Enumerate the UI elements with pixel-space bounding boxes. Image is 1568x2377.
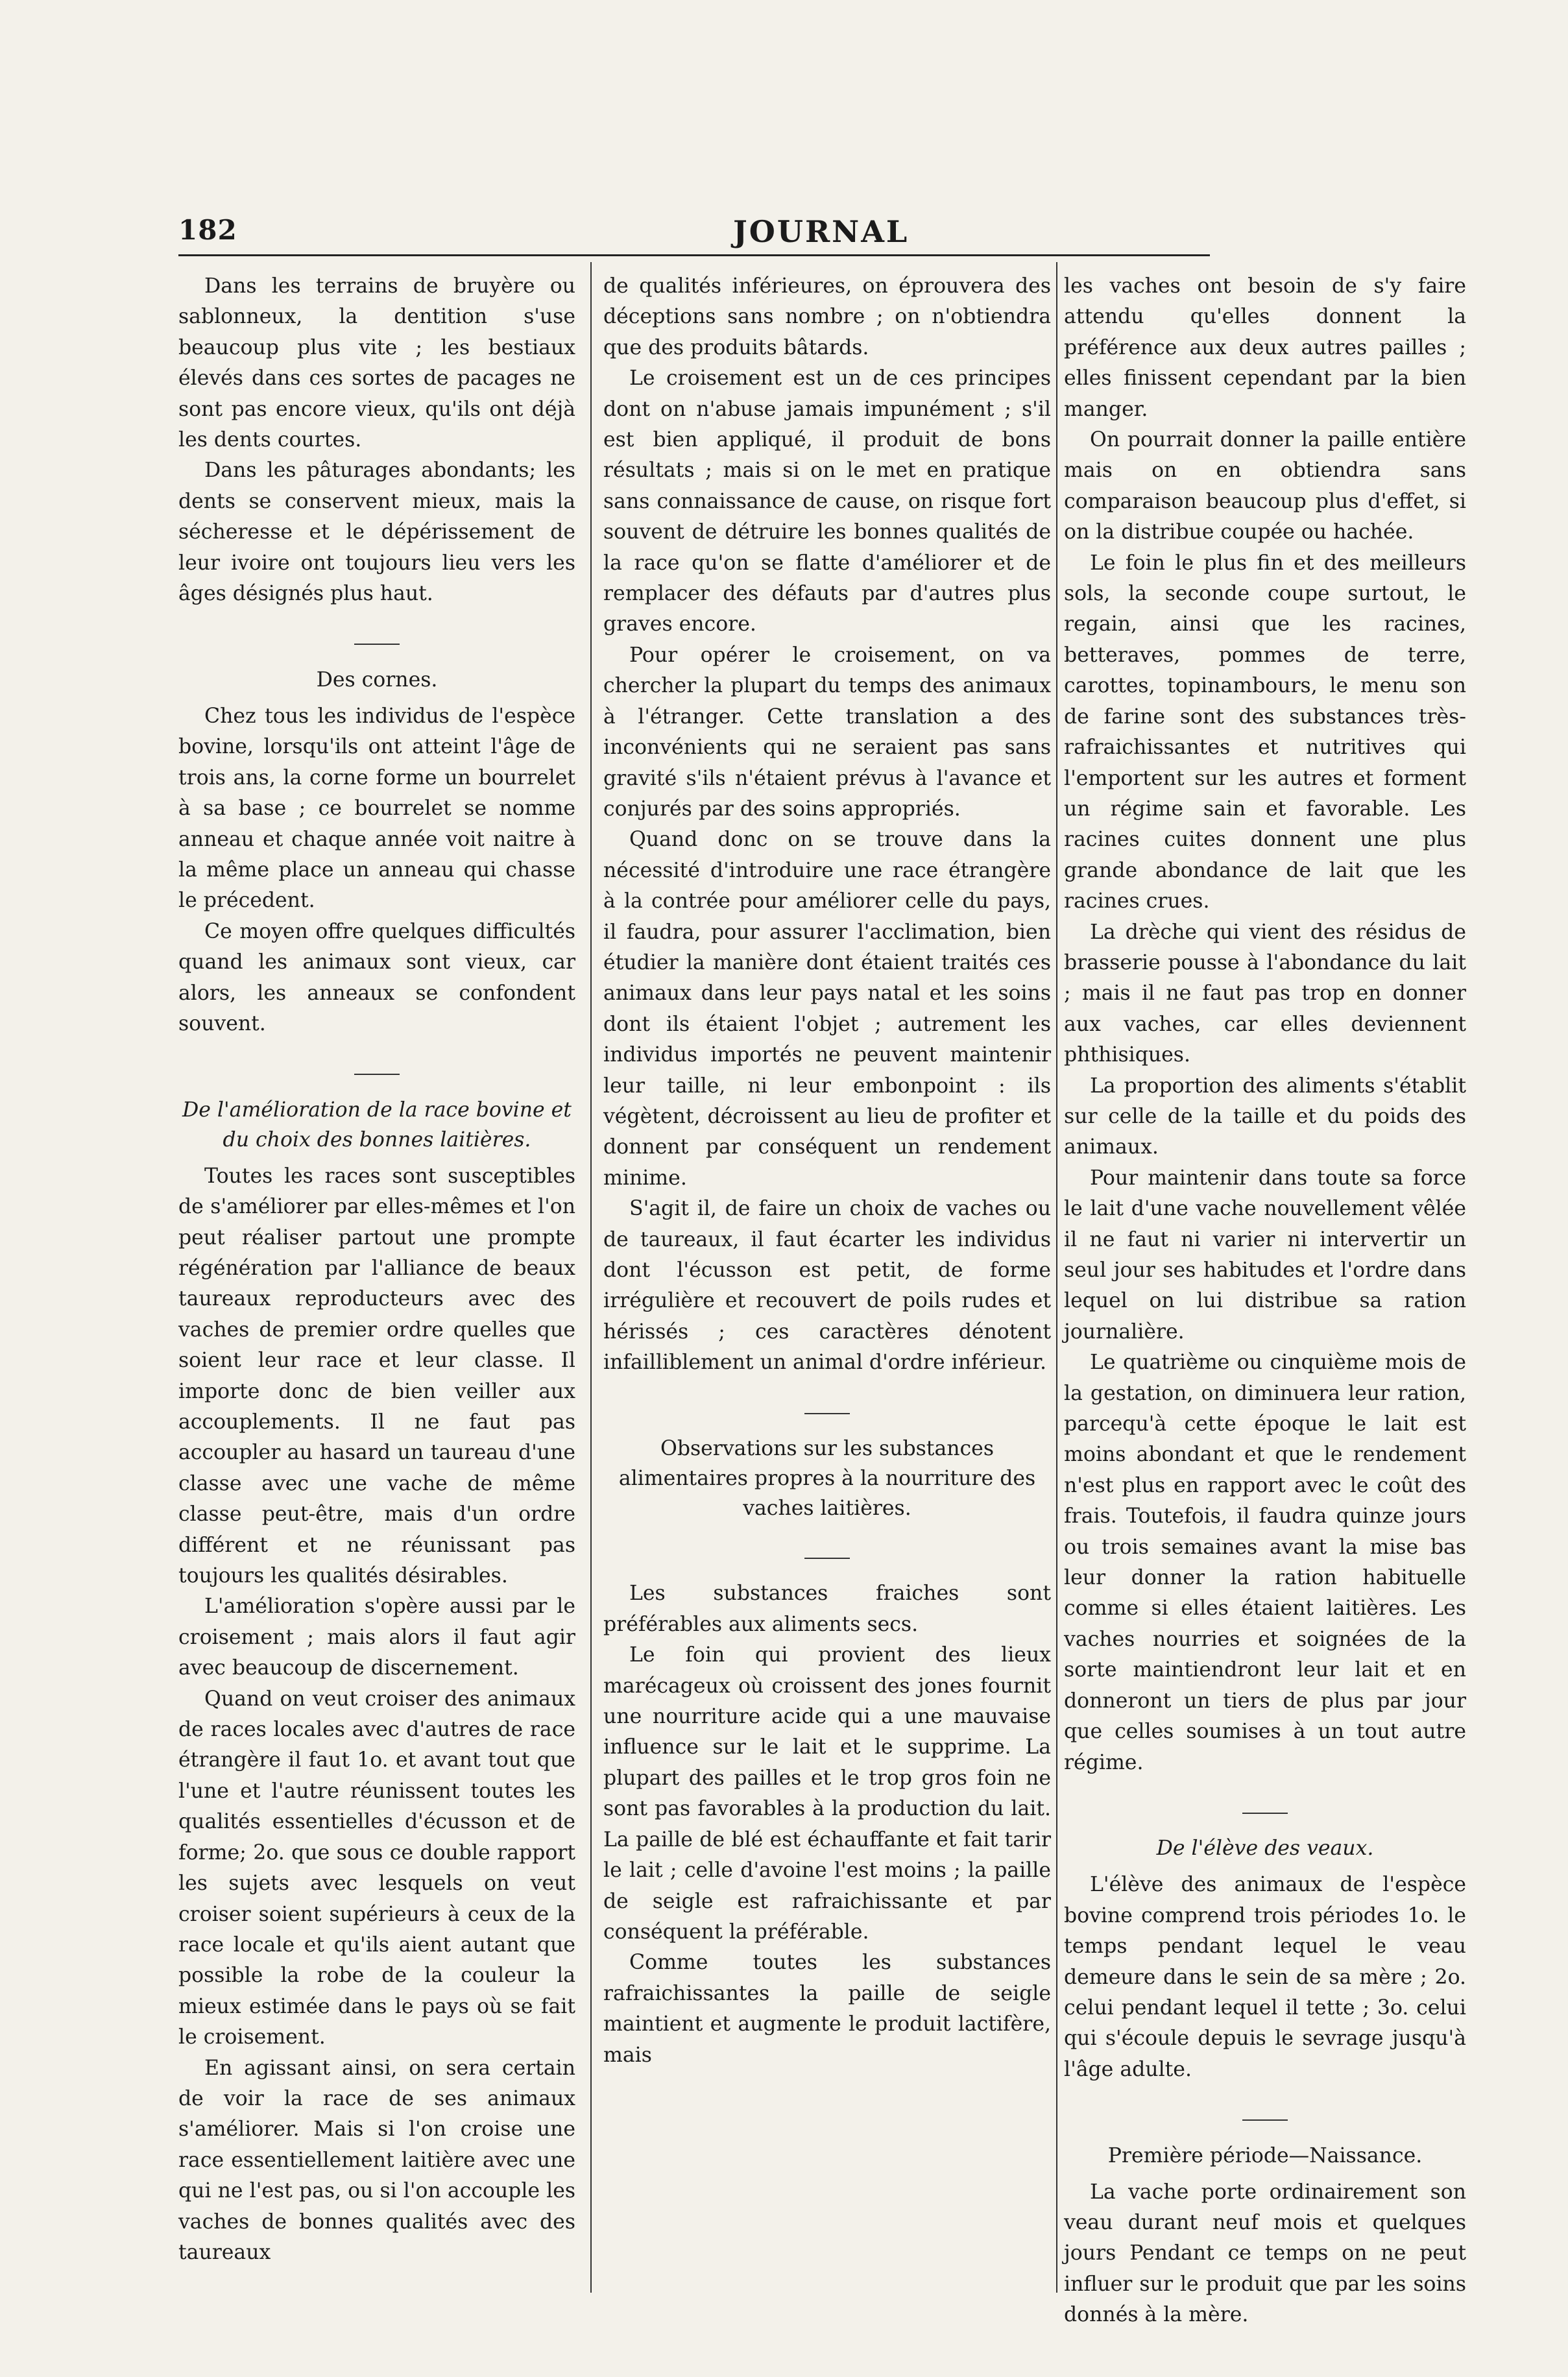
paragraph: Dans les pâturages abondants; les dents se conservent mieux, mais la sécheresse et le dépérissement de leur ivoire ont toujours lieu vers les âges désignés plus haut. xyxy=(178,459,575,606)
section-heading: De l'amélioration de la race bovine et du choix des bonnes laitières. xyxy=(182,1098,572,1152)
text-column-2 xyxy=(603,271,1051,2282)
paragraph: Le quatrième ou cinquième mois de la gestation, on diminuera leur ration, parcequ'à cette époque le lait est moins abondant et que le rendement n'est plus en rapport avec le coût des frais. Toutefois, il faudra quinze jours ou trois semaines avant la mise bas leur donner la ration habituelle comme si elles étaient laitières. Les vaches nourries et soignées de la sorte maintiendront leur lait et en donneront un tiers de plus par jour que celles soumises à un tout autre régime. xyxy=(1064,1351,1466,1774)
paragraph: Quand donc on se trouve dans la nécessité d'introduire une race étrangère à la contrée pour améliorer celle du pays, il faudra, pour assurer l'acclimation, bien étudier la manière dont étaient traités ces animaux dans leur pays natal et les soins dont ils étaient l'objet ; autrement les individus importés ne peuvent maintenir leur taille, ni leur embonpoint : ils végètent, décroissent au lieu de profiter et donnent par conséquent un rendement minime. xyxy=(603,828,1051,1190)
paragraph: les vaches ont besoin de s'y faire attendu qu'elles donnent la préférence aux deux autres pailles ; elles finissent cependant par la bien manger. xyxy=(1064,274,1466,421)
paragraph: Comme toutes les substances rafraichissantes la paille de seigle maintient et augmente le produit lactifère, mais xyxy=(603,1951,1051,2067)
running-title: JOURNAL xyxy=(733,214,910,249)
text-column-1 xyxy=(178,271,575,2282)
text-column-3 xyxy=(1064,271,1466,2327)
paragraph: L'amélioration s'opère aussi par le croisement ; mais alors il faut agir avec beaucoup de discernement. xyxy=(178,1595,575,1680)
section-separator xyxy=(603,1538,1051,1568)
section-separator xyxy=(1064,1792,1466,1823)
paragraph: Le foin le plus fin et des meilleurs sols, la seconde coupe surtout, le regain, ainsi que les racines, betteraves, pommes de terre, carottes, topinambours, le menu son de farine sont des substances très-rafraichissantes et nutritives qui l'emportent sur les autres et forment un régime sain et favorable. Les racines cuites donnent une plus grande abondance de lait que les racines crues. xyxy=(1064,551,1466,913)
column-divider-2 xyxy=(1056,262,1057,2293)
page-number: 182 xyxy=(178,214,237,246)
section-heading: Observations sur les substances alimentaires propres à la nourriture des vaches laitières. xyxy=(618,1437,1036,1521)
paragraph: Les substances fraiches sont préférables aux aliments secs. xyxy=(603,1582,1051,1636)
section-separator xyxy=(603,1393,1051,1423)
paragraph: Dans les terrains de bruyère ou sablonneux, la dentition s'use beaucoup plus vite ; les bestiaux élevés dans ces sortes de pacages ne sont pas encore vieux, qu'ils ont déjà les dents courtes. xyxy=(178,274,575,452)
section-separator xyxy=(178,623,575,654)
paragraph: Le croisement est un de ces principes dont on n'abuse jamais impunément ; s'il est bien appliqué, il produit de bons résultats ; mais si on le met en pratique sans connaissance de cause, on risque fort souvent de détruire les bonnes qualités de la race qu'on se flatte d'améliorer et de remplacer des défauts par d'autres plus graves encore. xyxy=(603,367,1051,636)
section-heading: Des cornes. xyxy=(316,668,438,692)
paragraph: S'agit il, de faire un choix de vaches ou de taureaux, il faut écarter les individus dont l'écusson est petit, de forme irrégulière et recouvert de poils rudes et hérissés ; ces caractères dénotent infailliblement un animal d'ordre inférieur. xyxy=(603,1197,1051,1375)
section-heading: De l'élève des veaux. xyxy=(1156,1837,1374,1861)
paragraph: Toutes les races sont susceptibles de s'améliorer par elles-mêmes et l'on peut réaliser partout une prompte régénération par l'alliance de beaux taureaux reproducteurs avec des vaches de premier ordre quelles que soient leur race et leur classe. Il importe donc de bien veiller aux accouplements. Il ne faut pas accoupler au hasard un taureau d'une classe avec une vache de même classe peut-être, mais d'un ordre différent et ne réunissant pas toujours les qualités désirables. xyxy=(178,1164,575,1588)
paragraph: On pourrait donner la paille entière mais on en obtiendra sans comparaison beaucoup plus d'effet, si on la distribue coupée ou hachée. xyxy=(1064,428,1466,544)
section-separator xyxy=(1064,2099,1466,2130)
paragraph: En agissant ainsi, on sera certain de voir la race de ses animaux s'améliorer. Mais si l'on croise une race essentiellement laitière avec une qui ne l'est pas, ou si l'on accouple les vaches de bonnes qualités avec des taureaux xyxy=(178,2056,575,2264)
section-separator xyxy=(178,1054,575,1084)
paragraph: Pour maintenir dans toute sa force le lait d'une vache nouvellement vêlée il ne faut ni varier ni intervertir un seul jour ses habitudes et l'ordre dans lequel on lui distribue sa ration journalière. xyxy=(1064,1166,1466,1344)
paragraph: Le foin qui provient des lieux marécageux où croissent des jones fournit une nourriture acide qui a une mauvaise influence sur le lait et le supprime. La plupart des pailles et le trop gros foin ne sont pas favorables à la production du lait. La paille de blé est échauffante et fait tarir le lait ; celle d'avoine l'est moins ; la paille de seigle est rafraichissante et par conséquent la préférable. xyxy=(603,1643,1051,1944)
section-heading: Première période—Naissance. xyxy=(1107,2143,1423,2167)
header-rule xyxy=(178,254,1210,256)
paragraph: Chez tous les individus de l'espèce bovine, lorsqu'ils ont atteint l'âge de trois ans, la corne forme un bourrelet à sa base ; ce bourrelet se nomme anneau et chaque année voit naitre à la même place un anneau qui chasse le précedent. xyxy=(178,704,575,913)
paragraph: L'élève des animaux de l'espèce bovine comprend trois périodes 1o. le temps pendant lequel le veau demeure dans le sein de sa mère ; 2o. celui pendant lequel il tette ; 3o. celui qui s'écoule depuis le sevrage jusqu'à l'âge adulte. xyxy=(1064,1873,1466,2081)
column-divider-1 xyxy=(590,262,592,2293)
paragraph: de qualités inférieures, on éprouvera des déceptions sans nombre ; on n'obtiendra que des produits bâtards. xyxy=(603,274,1051,359)
paragraph: La vache porte ordinairement son veau durant neuf mois et quelques jours Pendant ce temps on ne peut influer sur le produit que par les soins donnés à la mère. xyxy=(1064,2180,1466,2327)
paragraph: La proportion des aliments s'établit sur celle de la taille et du poids des animaux. xyxy=(1064,1074,1466,1159)
paragraph: Quand on veut croiser des animaux de races locales avec d'autres de race étrangère il faut 1o. et avant tout que l'une et l'autre réunissent toutes les qualités essentielles d'écusson et de forme; 2o. que sous ce double rapport les sujets avec lesquels on veut croiser soient supérieurs à ceux de la race locale et qu'ils aient autant que possible la robe de la couleur la mieux estimée dans le pays où se fait le croisement. xyxy=(178,1687,575,2049)
paragraph: Ce moyen offre quelques difficultés quand les animaux sont vieux, car alors, les anneaux se confondent souvent. xyxy=(178,919,575,1035)
paragraph: La drèche qui vient des résidus de brasserie pousse à l'abondance du lait ; mais il ne faut pas trop en donner aux vaches, car elles deviennent phthisiques. xyxy=(1064,920,1466,1067)
paragraph: Pour opérer le croisement, on va chercher la plupart du temps des animaux à l'étranger. Cette translation a des inconvénients qui ne seraient pas sans gravité s'ils n'étaient prévus à l'avance et conjurés par des soins appropriés. xyxy=(603,643,1051,821)
